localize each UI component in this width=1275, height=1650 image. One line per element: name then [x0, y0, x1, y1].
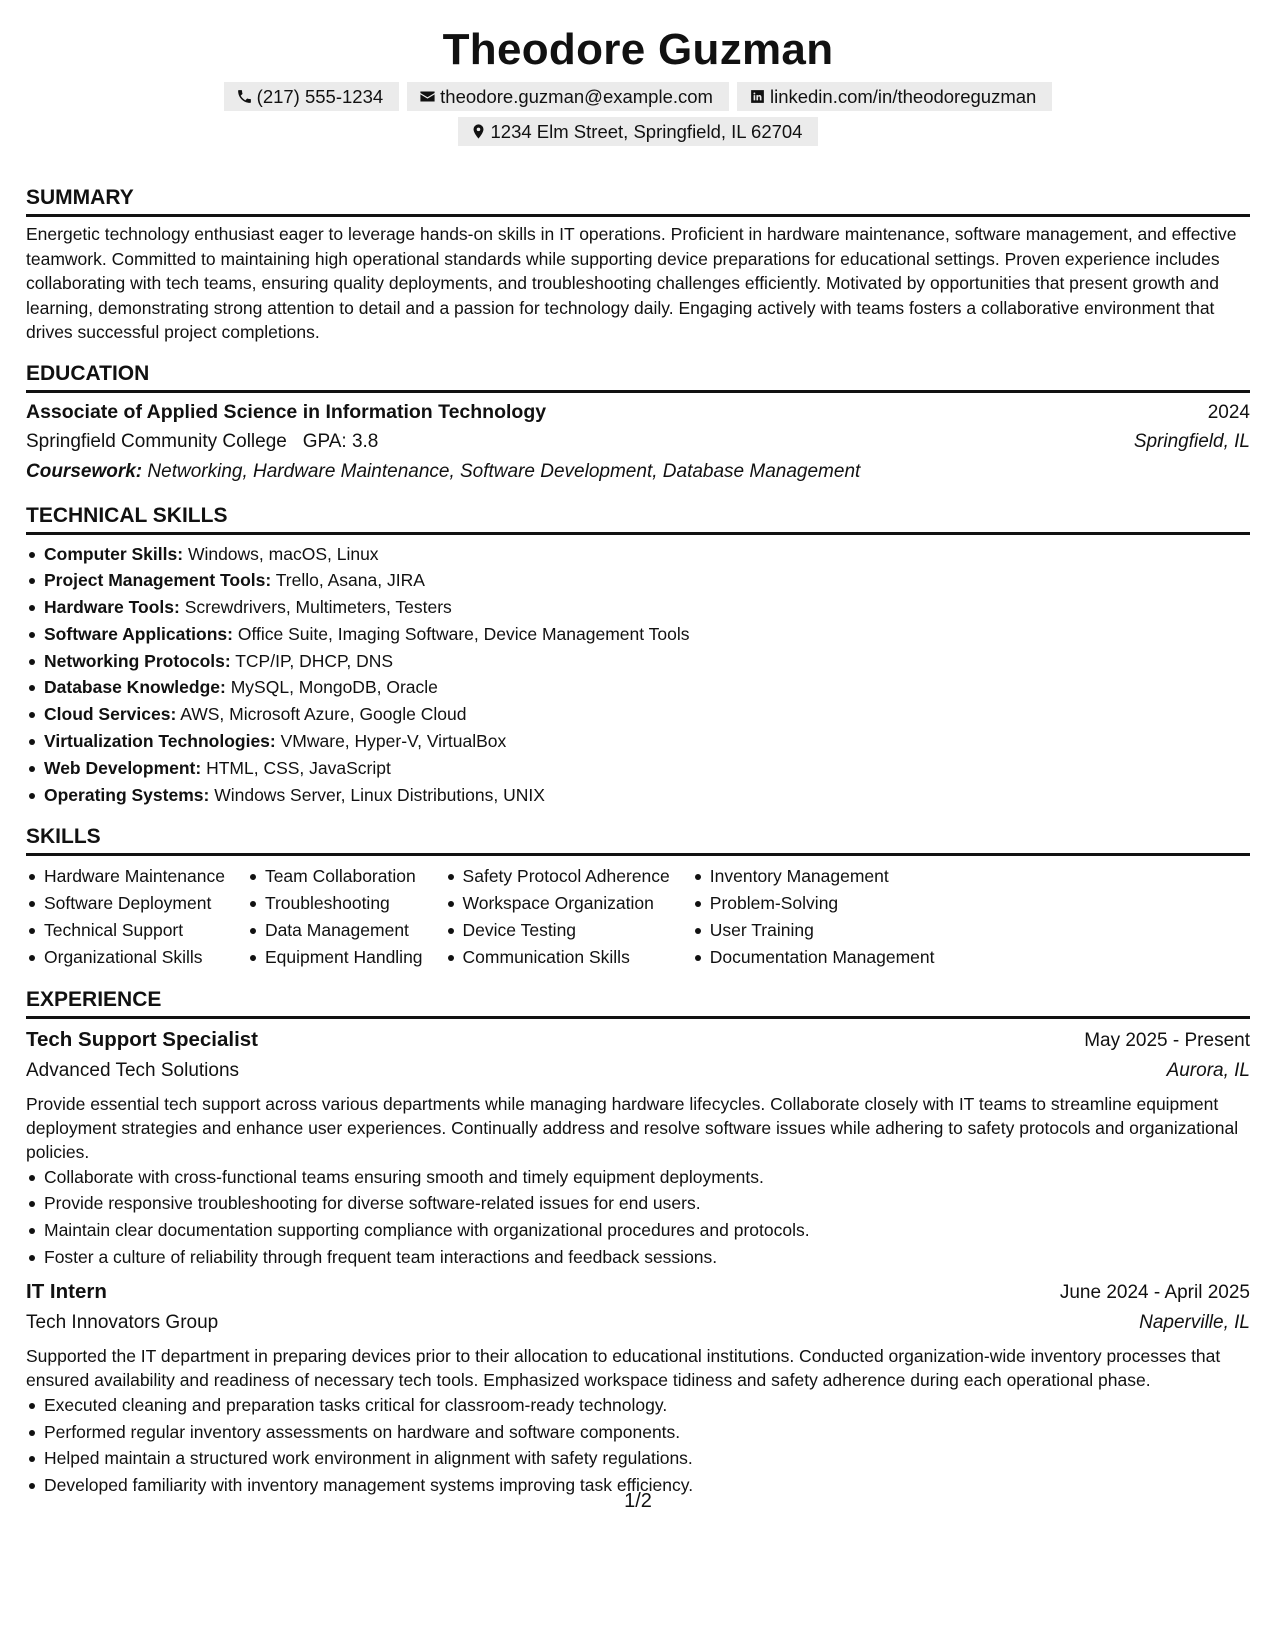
education-heading: EDUCATION: [26, 361, 1250, 393]
skill-value: AWS, Microsoft Azure, Google Cloud: [180, 704, 467, 725]
summary-heading: SUMMARY: [26, 185, 1250, 217]
page-number: 1/2: [624, 1490, 652, 1512]
coursework-label: Coursework:: [26, 460, 143, 482]
company-name: Advanced Tech Solutions: [26, 1059, 240, 1081]
education-section: [26, 361, 1250, 487]
list-item: Collaborate with cross-functional teams ensuring smooth and timely equipment deployments.: [26, 1164, 1250, 1191]
skills-column: [26, 863, 225, 970]
experience-section: [26, 987, 1250, 1499]
list-item: Executed cleaning and preparation tasks critical for classroom-ready technology.: [26, 1392, 1250, 1419]
skills-column: [445, 863, 670, 970]
school-row: [26, 427, 1250, 457]
skill-label: Networking Protocols:: [44, 650, 231, 671]
skills-column: [692, 863, 935, 970]
job-title-row: [26, 1277, 1250, 1308]
list-item: Organizational Skills: [26, 944, 225, 971]
list-item: [26, 621, 1250, 648]
skill-label: Virtualization Technologies:: [44, 731, 276, 752]
skill-value: VMware, Hyper-V, VirtualBox: [280, 731, 507, 752]
skill-value: Screwdrivers, Multimeters, Testers: [184, 597, 452, 618]
list-item: [26, 541, 1250, 568]
phone-text: (217) 555-1234: [256, 86, 384, 107]
email-text: theodore.guzman@example.com: [440, 86, 713, 107]
address-contact: [458, 117, 819, 146]
list-item: Problem-Solving: [692, 890, 935, 917]
skills-heading: SKILLS: [26, 824, 1250, 856]
skills-section: [26, 824, 1250, 970]
resume-page: [26, 0, 1250, 1650]
job-location: Aurora, IL: [1166, 1059, 1250, 1081]
job-description: Provide essential tech support across various departments while managing hardware lifecycles. Collaborate closely with IT teams to streamline equipment deployment strategies and enhance user experiences. Continually address and resolve software issues while adhering to safety protocols and organizational policies.: [26, 1093, 1239, 1162]
summary-section: [26, 185, 1250, 345]
list-item: Developed familiarity with inventory management systems improving task efficiency.: [26, 1472, 1250, 1499]
skill-label: Project Management Tools:: [44, 570, 272, 591]
list-item: Safety Protocol Adherence: [445, 863, 670, 890]
list-item: Foster a culture of reliability through frequent team interactions and feedback sessions.: [26, 1244, 1250, 1271]
job-title-row: [26, 1025, 1250, 1056]
skills-grid: [26, 863, 1250, 970]
contact-row: [26, 82, 1250, 111]
list-item: [26, 567, 1250, 594]
technical-skills-section: [26, 503, 1250, 809]
map-pin-icon: [470, 123, 487, 140]
list-item: Data Management: [247, 917, 423, 944]
skill-label: Software Applications:: [44, 623, 233, 644]
skill-value: TCP/IP, DHCP, DNS: [235, 650, 394, 671]
skill-label: Web Development:: [44, 757, 202, 778]
job-description: Supported the IT department in preparing devices prior to their allocation to educational institutions. Conducted organization-wide inventory processes that ensured availability and readiness of necessary tech tools. Emphasized workspace tidiness and safety adherence during each operational phase.: [26, 1345, 1221, 1390]
list-item: [26, 674, 1250, 701]
list-item: Provide responsive troubleshooting for diverse software-related issues for end users.: [26, 1190, 1250, 1217]
job-title: IT Intern: [26, 1279, 107, 1303]
address-row: [26, 117, 1250, 146]
skill-value: Trello, Asana, JIRA: [275, 570, 425, 591]
list-item: [26, 782, 1250, 809]
list-item: Equipment Handling: [247, 944, 423, 971]
coursework: [26, 457, 1250, 487]
skill-label: Database Knowledge:: [44, 677, 226, 698]
skill-value: Windows Server, Linux Distributions, UNIX: [214, 784, 545, 805]
company-name: Tech Innovators Group: [26, 1311, 219, 1333]
school-location: Springfield, IL: [1133, 430, 1250, 452]
linkedin-contact[interactable]: [737, 82, 1052, 111]
job-bullets: [26, 1164, 1250, 1271]
list-item: Technical Support: [26, 917, 225, 944]
phone-icon: [236, 88, 253, 105]
school-info: [26, 427, 378, 457]
candidate-name: Theodore Guzman: [442, 25, 834, 74]
skill-value: MySQL, MongoDB, Oracle: [230, 677, 438, 698]
skill-label: Operating Systems:: [44, 784, 210, 805]
company-row: [26, 1308, 1250, 1338]
list-item: Device Testing: [445, 917, 670, 944]
list-item: Hardware Maintenance: [26, 863, 225, 890]
list-item: Helped maintain a structured work environment in alignment with safety regulations.: [26, 1445, 1250, 1472]
graduation-year: 2024: [1207, 401, 1250, 423]
list-item: [26, 728, 1250, 755]
technical-skills-list: [26, 541, 1250, 809]
job-entry: [26, 1277, 1250, 1499]
company-row: [26, 1056, 1250, 1086]
skill-value: Windows, macOS, Linux: [187, 543, 379, 564]
phone-contact[interactable]: [224, 82, 400, 111]
list-item: Maintain clear documentation supporting compliance with organizational procedures and protocols.: [26, 1217, 1250, 1244]
list-item: Troubleshooting: [247, 890, 423, 917]
email-contact[interactable]: [407, 82, 729, 111]
linkedin-icon: [749, 88, 766, 105]
technical-skills-heading: TECHNICAL SKILLS: [26, 503, 1250, 535]
summary-text: Energetic technology enthusiast eager to leverage hands-on skills in IT operations. Proficient in hardware maintenance, software management, and effective teamwork. Committed to maintaining high operational standards while supporting device preparations for educational settings. Proven experience includes collaborating with tech teams, ensuring quality deployments, and troubleshooting challenges efficiently. Motivated by opportunities that present growth and learning, demonstrating strong attention to detail and a passion for technology daily. Engaging actively with teams fosters a collaborative environment that drives successful project completions.: [26, 224, 1237, 342]
job-location: Naperville, IL: [1139, 1311, 1250, 1333]
skill-value: Office Suite, Imaging Software, Device Management Tools: [237, 623, 690, 644]
experience-heading: EXPERIENCE: [26, 987, 1250, 1019]
skills-column: [247, 863, 423, 970]
degree-title: Associate of Applied Science in Information Technology: [26, 400, 547, 423]
job-dates: May 2025 - Present: [1084, 1029, 1250, 1051]
skill-label: Hardware Tools:: [44, 597, 180, 618]
list-item: [26, 755, 1250, 782]
job-title: Tech Support Specialist: [26, 1027, 258, 1051]
list-item: Team Collaboration: [247, 863, 423, 890]
job-entry: [26, 1025, 1250, 1271]
list-item: [26, 594, 1250, 621]
skill-label: Computer Skills:: [44, 543, 184, 564]
skill-label: Cloud Services:: [44, 704, 177, 725]
list-item: User Training: [692, 917, 935, 944]
degree-row: [26, 398, 1250, 427]
list-item: Communication Skills: [445, 944, 670, 971]
list-item: Inventory Management: [692, 863, 935, 890]
skill-value: HTML, CSS, JavaScript: [206, 757, 391, 778]
address-text: 1234 Elm Street, Springfield, IL 62704: [490, 121, 803, 142]
list-item: [26, 701, 1250, 728]
envelope-icon: [419, 88, 436, 105]
job-bullets: [26, 1392, 1250, 1499]
list-item: Workspace Organization: [445, 890, 670, 917]
list-item: [26, 648, 1250, 675]
job-dates: June 2024 - April 2025: [1059, 1281, 1250, 1303]
gpa: GPA: 3.8: [302, 430, 379, 452]
linkedin-text: linkedin.com/in/theodoreguzman: [769, 86, 1037, 107]
school-name: Springfield Community College: [26, 430, 287, 452]
list-item: Software Deployment: [26, 890, 225, 917]
list-item: Performed regular inventory assessments on hardware and software components.: [26, 1419, 1250, 1446]
coursework-list: Networking, Hardware Maintenance, Software Development, Database Management: [147, 460, 861, 482]
list-item: Documentation Management: [692, 944, 935, 971]
